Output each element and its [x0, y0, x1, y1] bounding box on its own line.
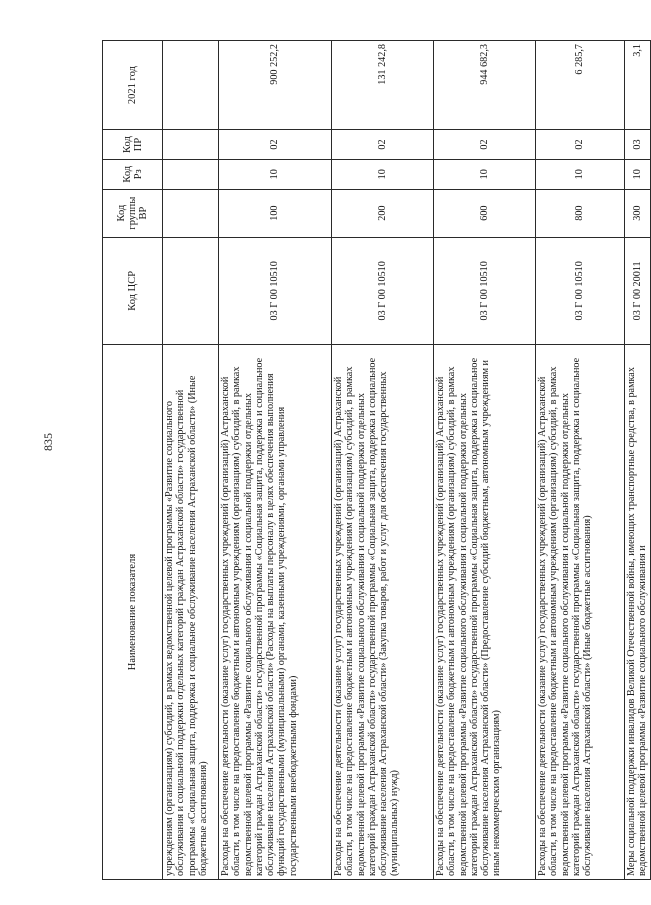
- header-vr: Код группы ВР: [103, 189, 163, 237]
- header-pr: Код ПР: [103, 130, 163, 160]
- row-rz: 10: [219, 159, 332, 189]
- row-name: Меры социальной поддержки инвалидов Великой Отечественной войны, имеющих транспортные средства, в рамках ведомственной целевой программы «Развитие социального обслуживания и: [625, 345, 651, 880]
- table-row: [434, 41, 536, 880]
- row-csr: 03 Г 00 10510: [536, 237, 625, 344]
- row-vr: 200: [332, 189, 434, 237]
- row-name: учреждениям (организациям) субсидий, в рамках ведомственной целевой программы «Развитие социального обслуживания и социальной поддержки отдельных категорий граждан Астраханской области» государственной программы «Социальная защита, поддержка и социальное обслуживание населения Астраханской области» (Иные бюджетные ассигнования): [163, 345, 219, 880]
- row-year: 3,1: [625, 41, 651, 130]
- row-csr: 03 Г 00 20011: [625, 237, 651, 344]
- page-number: 835: [41, 433, 55, 451]
- row-pr: 02: [332, 130, 434, 160]
- row-rz: [163, 159, 219, 189]
- row-rz: 10: [434, 159, 536, 189]
- row-vr: 600: [434, 189, 536, 237]
- row-vr: [163, 189, 219, 237]
- row-pr: [163, 130, 219, 160]
- row-name: Расходы на обеспечение деятельности (оказание услуг) государственных учреждений (организаций) Астраханской области, в том числе на предоставление бюджетным и автономным учреждениям (организациям) субсидий, в рамках ведомственной целевой программы «Развитие социального обслуживания и социальной поддержки отдельных категорий граждан Астраханской области» государственной программы «Социальная защита, поддержка и социальное обслуживание населения Астраханской области» (Закупка товаров, работ и услуг для обеспечения государственных (муниципальных) нужд): [332, 345, 434, 880]
- header-csr: Код ЦСР: [103, 237, 163, 344]
- row-vr: 800: [536, 189, 625, 237]
- row-rz: 10: [332, 159, 434, 189]
- table-row: [163, 41, 219, 880]
- header-rz: Код Рз: [103, 159, 163, 189]
- row-pr: 02: [536, 130, 625, 160]
- budget-table: [102, 40, 651, 880]
- row-csr: 03 Г 00 10510: [434, 237, 536, 344]
- row-year: 944 682,3: [434, 41, 536, 130]
- row-name: Расходы на обеспечение деятельности (оказание услуг) государственных учреждений (организаций) Астраханской области, в том числе на предоставление бюджетным и автономным учреждениям (организациям) субсидий, в рамках ведомственной целевой программы «Развитие социального обслуживания и социальной поддержки отдельных категорий граждан Астраханской области» государственной программы «Социальная защита, поддержка и социальное обслуживание населения Астраханской области» (Предоставление субсидий бюджетным, автономным учреждениям и иным некоммерческим организациям): [434, 345, 536, 880]
- row-pr: 02: [434, 130, 536, 160]
- row-year: 900 252,2: [219, 41, 332, 130]
- header-name: Наименование показателя: [103, 345, 163, 880]
- row-name: Расходы на обеспечение деятельности (оказание услуг) государственных учреждений (организаций) Астраханской области, в том числе на предоставление бюджетным и автономным учреждениям (организациям) субсидий, в рамках ведомственной целевой программы «Развитие социального обслуживания и социальной поддержки отдельных категорий граждан Астраханской области» государственной программы «Социальная защита, поддержка и социальное обслуживание населения Астраханской области» (Иные бюджетные ассигнования): [536, 345, 625, 880]
- row-year: [163, 41, 219, 130]
- row-year: 6 285,7: [536, 41, 625, 130]
- row-year: 131 242,8: [332, 41, 434, 130]
- row-csr: 03 Г 00 10510: [219, 237, 332, 344]
- row-name: Расходы на обеспечение деятельности (оказание услуг) государственных учреждений (организаций) Астраханской области, в том числе на предоставление бюджетным и автономным учреждениям (организациям) субсидий, в рамках ведомственной целевой программы «Развитие социального обслуживания и социальной поддержки отдельных категорий граждан Астраханской области» государственной программы «Социальная защита, поддержка и социальное обслуживание населения Астраханской области» (Расходы на выплаты персоналу в целях обеспечения выполнения функций государственными (муниципальными) органами, казенными учреждениями, органами управления государственными внебюджетными фондами): [219, 345, 332, 880]
- table-header-row: [103, 41, 163, 880]
- row-pr: 02: [219, 130, 332, 160]
- table-row: [332, 41, 434, 880]
- row-csr: [163, 237, 219, 344]
- table-row: [219, 41, 332, 880]
- row-pr: 03: [625, 130, 651, 160]
- rotated-table-container: [102, 40, 649, 880]
- row-rz: 10: [536, 159, 625, 189]
- row-csr: 03 Г 00 10510: [332, 237, 434, 344]
- table-row: [536, 41, 625, 880]
- row-rz: 10: [625, 159, 651, 189]
- row-vr: 100: [219, 189, 332, 237]
- table-row: [625, 41, 651, 880]
- header-year: 2021 год: [103, 41, 163, 130]
- row-vr: 300: [625, 189, 651, 237]
